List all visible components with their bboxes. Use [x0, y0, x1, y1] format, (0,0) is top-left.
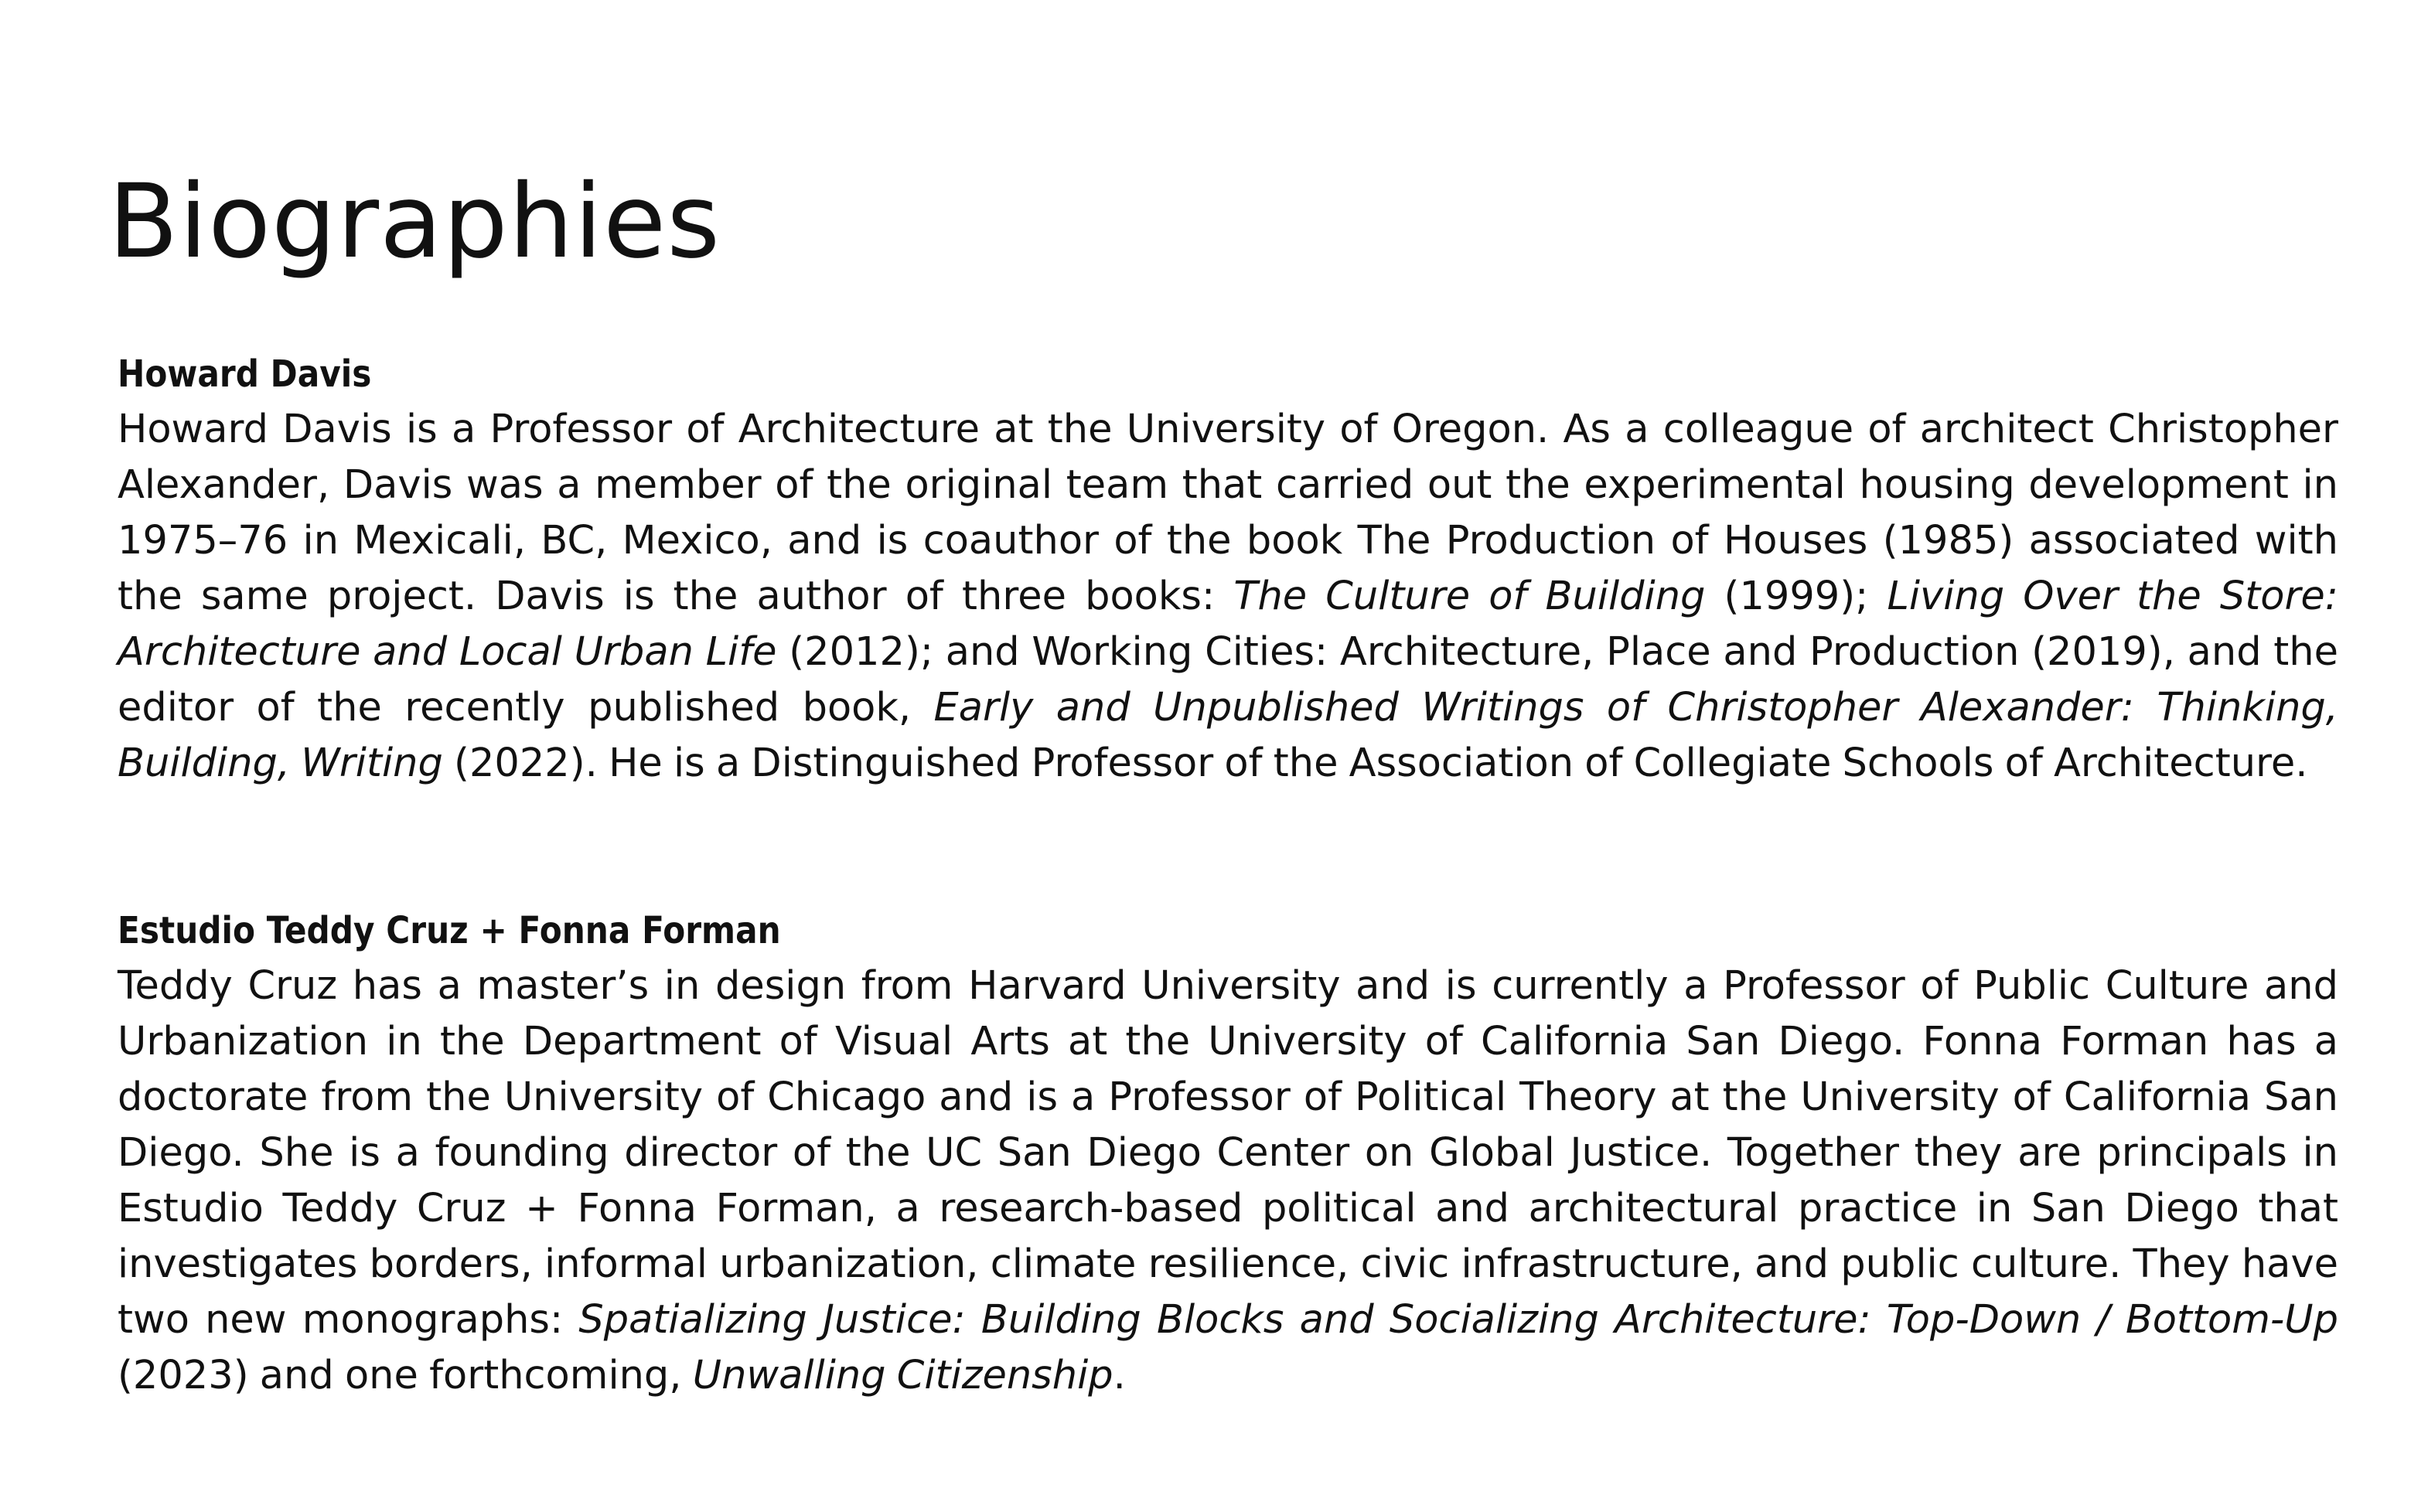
bio-howard-davis — [118, 346, 2338, 792]
book-title: Early and Unpublished Writings of Christopher Alexander: Thinking, Building, Writing — [118, 685, 2338, 786]
bio-text-segment: (2022). He is a Distinguished Professor of the Association of Collegiate Schools of Architecture. — [442, 741, 2308, 786]
bio-text — [118, 959, 2338, 1404]
page-title: Biographies — [108, 162, 721, 281]
bio-text-segment: . — [1113, 1353, 1126, 1398]
book-title: Unwalling Citizenship — [692, 1353, 1113, 1398]
bio-estudio-teddy-cruz-fonna-forman — [118, 903, 2338, 1404]
bio-name: Howard Davis — [118, 352, 372, 396]
bio-name: Estudio Teddy Cruz + Fonna Forman — [118, 909, 781, 952]
bio-text-segment: Teddy Cruz has a master’s in design from Harvard University and is currently a Professor of Public Culture and Urbanization in the Department of Visual Arts at the University of California San Diego. Fonna Forman has a doctorate from the University of Chicago and is a Professor of Political Theory at the University of California San Diego. She is a founding director of the UC San Diego Center on Global Justice. Together they are principals in Estudio Teddy Cruz + Fonna Forman, a research-based political and architectural practice in San Diego that investigates borders, informal urbanization, climate resilience, civic infrastructure, and public culture. They have two new monographs: — [118, 963, 2338, 1343]
bio-text-segment: (2012); and Working Cities: Architecture, Place and Production (2019), and the editor of the recently published book, — [118, 629, 2338, 730]
book-title: Spatializing Justice: Building Blocks and Socializing Architecture: Top-Down / Bottom-Up — [578, 1297, 2338, 1343]
bio-text — [118, 402, 2338, 792]
bio-text-segment: (2023) and one forthcoming, — [118, 1353, 693, 1398]
book-title: The Culture of Building — [1233, 574, 1706, 619]
bio-text-segment: (1999); — [1705, 574, 1887, 619]
bio-text-segment: Howard Davis is a Professor of Architecture at the University of Oregon. As a colleague of architect Christopher Alexander, Davis was a member of the original team that carried out the experimental housing development in 1975–76 in Mexicali, BC, Mexico, and is coauthor of the book The Production of Houses (1985) associated with the same project. Davis is the author of three books: — [118, 407, 2338, 619]
book-title: Living Over the Store: Architecture and Local Urban Life — [118, 574, 2338, 675]
